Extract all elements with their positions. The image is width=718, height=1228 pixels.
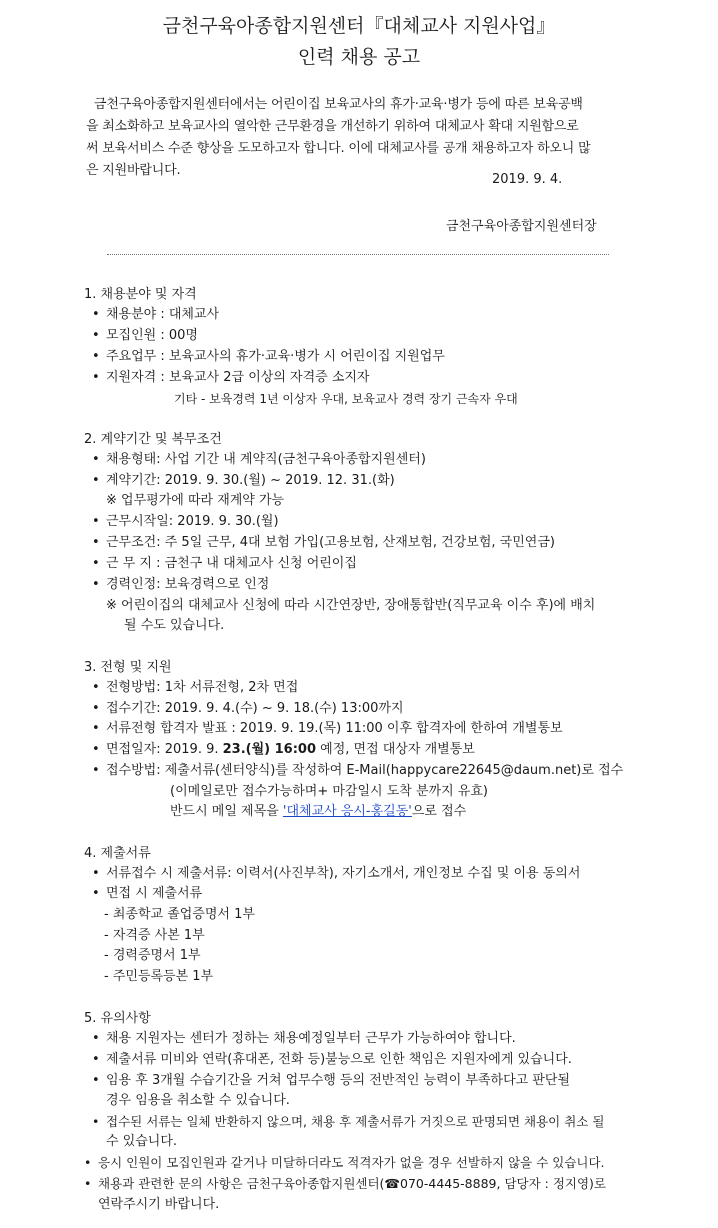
list-item <box>92 741 475 759</box>
intro-paragraph <box>86 94 642 182</box>
item-text: 채용과 관련한 문의 사항은 금천구육아종합지원센터(☎070-4445-8889, 담당자 : 정지영)로 <box>98 1176 607 1191</box>
list-item <box>92 576 269 594</box>
section-divider <box>107 254 609 255</box>
item-text: 반드시 메일 제목을 <box>170 804 283 819</box>
bullet: • <box>92 1114 100 1129</box>
list-item <box>92 513 279 531</box>
item-text: 근무시작일: 2019. 9. 30.(월) <box>106 514 279 529</box>
item-text: 경력인정: 보육경력으로 인정 <box>106 577 270 592</box>
list-item <box>84 1154 605 1172</box>
list-item <box>92 369 370 387</box>
career-note: ※ 어린이집의 대체교사 신청에 따라 시간연장반, 장애통합반(직무교육 이수 후)에 배치 <box>106 598 596 613</box>
item-continuation: 수 있습니다. <box>106 1134 178 1149</box>
bullet: • <box>92 452 100 467</box>
bullet: • <box>92 514 100 529</box>
bullet: • <box>92 473 100 488</box>
list-item <box>92 327 198 345</box>
item-text: 제출서류 미비와 연락(휴대폰, 전화 등)불능으로 인한 책임은 지원자에게 있습니다. <box>106 1052 572 1067</box>
bullet: • <box>92 701 100 716</box>
bullet: • <box>92 721 100 736</box>
notice-title-line1: 금천구육아종합지원센터『대체교사 지원사업』 <box>162 15 556 37</box>
bullet: • <box>92 307 100 322</box>
list-item <box>92 534 555 552</box>
list-item <box>92 762 623 780</box>
section-4-heading: 4. 제출서류 <box>84 846 151 861</box>
bullet: • <box>92 1052 100 1067</box>
intro-line: 금천구육아종합지원센터에서는 어린이집 보육교사의 휴가·교육·병가 등에 따른 보육공백 <box>94 97 583 112</box>
issuer-name: 금천구육아종합지원센터장 <box>446 219 597 234</box>
list-item <box>92 885 202 903</box>
item-text: 예정, 면접 대상자 개별통보 <box>316 742 475 757</box>
item-text: 계약기간: 2019. 9. 30.(월) ~ 2019. 12. 31.(화) <box>106 473 395 488</box>
bullet: • <box>92 556 100 571</box>
bullet: • <box>92 577 100 592</box>
item-text: 접수된 서류는 일체 반환하지 않으며, 채용 후 제출서류가 거짓으로 판명되면 채용이 취소 될 <box>106 1114 605 1129</box>
item-text: 채용 지원자는 센터가 정하는 채용예정일부터 근무가 가능하여야 합니다. <box>106 1031 516 1046</box>
list-item <box>92 1113 604 1131</box>
notice-title-line2: 인력 채용 공고 <box>297 46 421 68</box>
item-text: 채용형태: 사업 기간 내 계약직(금천구육아종합지원센터) <box>106 452 426 467</box>
career-note: 될 수도 있습니다. <box>124 618 225 633</box>
item-text: 면접일자: 2019. 9. <box>106 742 223 757</box>
apply-note: (이메일로만 접수가능하며+ 마감일시 도착 분까지 유효) <box>170 784 488 799</box>
list-item <box>92 679 298 697</box>
bullet: • <box>84 1155 92 1170</box>
item-text: 응시 인원이 모집인원과 같거나 미달하더라도 적격자가 없을 경우 선발하지 않을 수 있습니다. <box>98 1155 605 1170</box>
email-subject-link[interactable]: '대체교사 응시-홍길동' <box>282 804 412 819</box>
item-text: 채용분야 : 대체교사 <box>106 307 220 322</box>
list-item <box>92 348 445 366</box>
intro-line: 은 지원바랍니다. <box>86 163 181 178</box>
item-text: 전형방법: 1차 서류전형, 2차 면접 <box>106 680 299 695</box>
list-item <box>84 1175 606 1193</box>
item-text: 근무조건: 주 5일 근무, 4대 보험 가입(고용보험, 산재보험, 건강보험, 국민연금) <box>106 535 555 550</box>
item-text: 서류전형 합격자 발표 : 2019. 9. 19.(목) 11:00 이후 합격자에 한하여 개별통보 <box>106 721 563 736</box>
bullet: • <box>92 535 100 550</box>
bullet: • <box>92 763 100 778</box>
bullet: • <box>92 1031 100 1046</box>
item-text: 접수기간: 2019. 9. 4.(수) ~ 9. 18.(수) 13:00까지 <box>106 701 404 716</box>
qualification-extra: 기타 - 보육경력 1년 이상자 우대, 보육교사 경력 장기 근속자 우대 <box>174 392 518 406</box>
list-item <box>92 555 357 573</box>
list-item <box>92 306 219 324</box>
list-item <box>92 1030 516 1048</box>
bullet: • <box>92 886 100 901</box>
bullet: • <box>84 1176 92 1191</box>
item-text: 임용 후 3개월 수습기간을 거쳐 업무수행 등의 전반적인 능력이 부족하다고 판단될 <box>106 1073 571 1088</box>
bullet: • <box>92 370 100 385</box>
list-item <box>92 472 395 490</box>
list-item <box>92 1072 570 1090</box>
intro-line: 을 최소화하고 보육교사의 열악한 근무환경을 개선하기 위하여 대체교사 확대 지원함으로 <box>86 119 579 134</box>
item-text: 근 무 지 : 금천구 내 대체교사 신청 어린이집 <box>106 556 357 571</box>
item-text: 접수방법: 제출서류(센터양식)를 작성하여 E-Mail(happycare22645@daum.net)로 접수 <box>106 763 624 778</box>
bullet: • <box>92 1073 100 1088</box>
item-continuation: 경우 임용을 취소할 수 있습니다. <box>106 1093 290 1108</box>
list-item <box>92 720 563 738</box>
item-text: 모집인원 : 00명 <box>106 328 198 343</box>
interview-time: 23.(월) 16:00 <box>222 742 317 757</box>
bullet: • <box>92 328 100 343</box>
period-note: ※ 업무평가에 따라 재계약 가능 <box>106 493 285 508</box>
item-text: 서류접수 시 제출서류: 이력서(사진부착), 자기소개서, 개인정보 수집 및 이용 동의서 <box>106 866 581 881</box>
document-item: - 자격증 사본 1부 <box>104 928 205 943</box>
bullet: • <box>92 866 100 881</box>
item-text: 주요업무 : 보육교사의 휴가·교육·병가 시 어린이집 지원업무 <box>106 349 445 364</box>
section-1-heading: 1. 채용분야 및 자격 <box>84 287 197 302</box>
notice-date: 2019. 9. 4. <box>492 172 563 187</box>
bullet: • <box>92 742 100 757</box>
section-2-heading: 2. 계약기간 및 복무조건 <box>84 432 222 447</box>
item-text: 지원자격 : 보육교사 2급 이상의 자격증 소지자 <box>106 370 370 385</box>
document-item: - 최종학교 졸업증명서 1부 <box>104 907 255 922</box>
item-text: 으로 접수 <box>411 804 467 819</box>
list-item <box>92 865 580 883</box>
item-text: 면접 시 제출서류 <box>106 886 203 901</box>
list-item <box>92 451 426 469</box>
section-3-heading: 3. 전형 및 지원 <box>84 660 172 675</box>
bullet: • <box>92 680 100 695</box>
list-item <box>92 1051 572 1069</box>
intro-line: 써 보육서비스 수준 향상을 도모하고자 합니다. 이에 대체교사를 공개 채용하고자 하오니 많 <box>86 141 591 156</box>
apply-subject <box>170 803 466 821</box>
bullet: • <box>92 349 100 364</box>
item-continuation: 연락주시기 바랍니다. <box>98 1197 220 1212</box>
document-item: - 주민등록등본 1부 <box>104 969 214 984</box>
section-5-heading: 5. 유의사항 <box>84 1011 151 1026</box>
list-item <box>92 700 404 718</box>
document-item: - 경력증명서 1부 <box>104 948 201 963</box>
